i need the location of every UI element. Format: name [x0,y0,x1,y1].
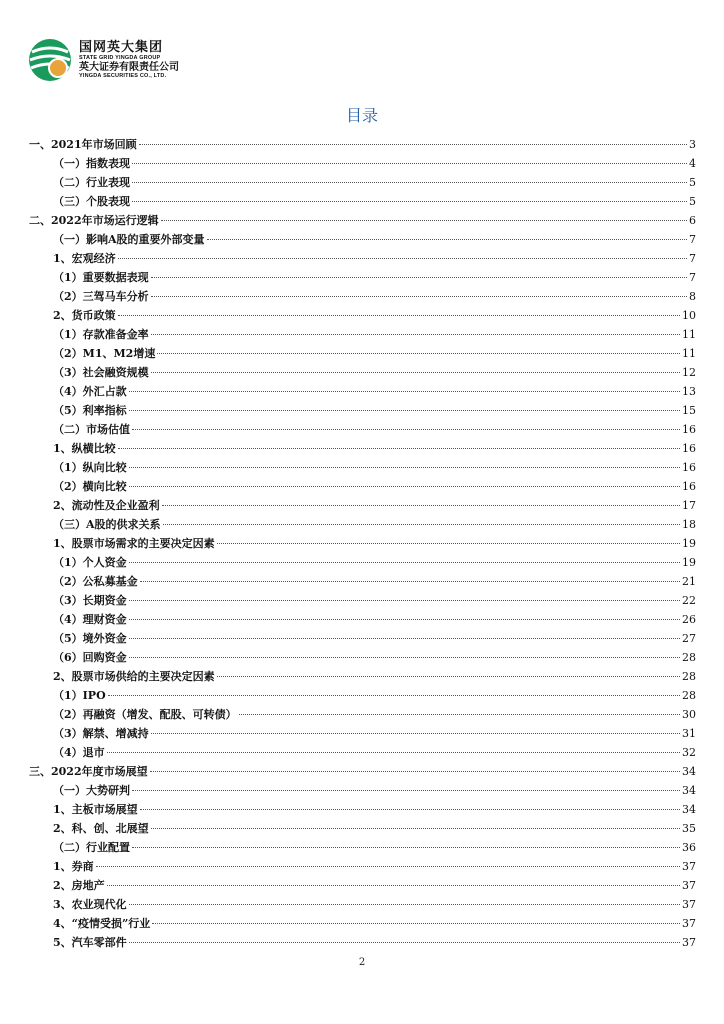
toc-dot-leader [151,277,687,278]
toc-dot-leader [161,220,687,221]
toc-dot-leader [162,505,680,506]
toc-dot-leader [129,467,680,468]
toc-dot-leader [129,486,680,487]
toc-entry-page: 37 [682,898,696,911]
toc-entry[interactable] [29,687,696,706]
toc-entry[interactable] [29,212,696,231]
toc-entry-label: 1、宏观经济 [53,252,116,265]
toc-dot-leader [129,619,680,620]
toc-entry-page: 10 [682,309,696,322]
toc-entry-page: 32 [682,746,696,759]
toc-entry-label: 1、券商 [53,860,94,873]
toc-entry[interactable] [29,250,696,269]
toc-dot-leader [207,239,687,240]
toc-entry-page: 31 [682,727,696,740]
toc-entry-page: 16 [682,423,696,436]
toc-entry-page: 18 [682,518,696,531]
toc-entry[interactable] [29,630,696,649]
toc-entry-page: 8 [689,290,696,303]
toc-entry-label: （三）个股表现 [53,195,130,208]
company-name-en: STATE GRID YINGDA GROUP [79,54,161,61]
toc-entry-label: （2）三驾马车分析 [53,290,149,303]
toc-entry[interactable] [29,801,696,820]
document-header [28,38,179,82]
toc-entry-page: 16 [682,442,696,455]
toc-dot-leader [132,163,687,164]
toc-entry[interactable] [29,136,696,155]
toc-dot-leader [151,334,680,335]
toc-entry-page: 34 [682,803,696,816]
toc-entry-label: 2、股票市场供给的主要决定因素 [53,670,215,683]
toc-entry[interactable] [29,497,696,516]
toc-entry-label: （二）行业表现 [53,176,130,189]
toc-dot-leader [139,144,687,145]
toc-entry[interactable] [29,535,696,554]
toc-entry-page: 4 [689,157,696,170]
toc-entry-page: 15 [682,404,696,417]
toc-entry-label: （一）指数表现 [53,157,130,170]
toc-entry[interactable] [29,383,696,402]
toc-entry-page: 7 [689,233,696,246]
toc-entry-page: 6 [689,214,696,227]
toc-entry-label: （3）解禁、增减持 [53,727,149,740]
toc-dot-leader [217,543,680,544]
toc-entry-page: 19 [682,537,696,550]
securities-name-en: YINGDA SECURITIES CO., LTD. [79,73,167,79]
toc-entry-label: 1、纵横比较 [53,442,116,455]
toc-entry[interactable] [29,231,696,250]
toc-dot-leader [129,942,680,943]
toc-entry-page: 36 [682,841,696,854]
toc-entry[interactable] [29,174,696,193]
toc-dot-leader [132,429,680,430]
toc-entry-label: 5、汽车零部件 [53,936,127,949]
toc-entry-page: 11 [682,328,696,341]
toc-entry-label: 4、“疫情受损”行业 [53,917,151,930]
toc-entry-page: 28 [682,689,696,702]
toc-entry[interactable] [29,573,696,592]
toc-entry[interactable] [29,839,696,858]
toc-dot-leader [163,524,680,525]
toc-entry[interactable] [29,193,696,212]
toc-dot-leader [118,315,680,316]
toc-entry[interactable] [29,288,696,307]
toc-entry-label: 2、科、创、北展望 [53,822,149,835]
toc-entry-label: 3、农业现代化 [53,898,127,911]
toc-entry-page: 7 [689,252,696,265]
toc-entry-label: （一）影响A股的重要外部变量 [53,233,205,246]
toc-entry[interactable] [29,421,696,440]
toc-dot-leader [151,296,687,297]
toc-dot-leader [118,258,687,259]
toc-dot-leader [140,581,680,582]
toc-entry[interactable] [29,269,696,288]
toc-dot-leader [129,657,680,658]
toc-entry-label: （1）存款准备金率 [53,328,149,341]
toc-entry[interactable] [29,345,696,364]
toc-dot-leader [118,448,680,449]
toc-entry-page: 21 [682,575,696,588]
yingda-globe-logo-icon [28,38,72,82]
toc-dot-leader [151,372,680,373]
toc-entry-page: 26 [682,613,696,626]
toc-entry[interactable] [29,896,696,915]
toc-entry[interactable] [29,155,696,174]
toc-dot-leader [140,809,680,810]
toc-entry[interactable] [29,668,696,687]
toc-entry-page: 28 [682,651,696,664]
toc-dot-leader [132,790,680,791]
toc-dot-leader [129,600,680,601]
toc-entry-label: （3）长期资金 [53,594,127,607]
toc-entry-label: （4）退市 [53,746,105,759]
toc-entry-page: 3 [689,138,696,151]
toc-dot-leader [151,733,680,734]
toc-dot-leader [129,562,680,563]
toc-dot-leader [129,638,680,639]
toc-entry[interactable] [29,402,696,421]
toc-entry-page: 13 [682,385,696,398]
toc-entry-label: 二、2022年市场运行逻辑 [29,214,159,227]
toc-dot-leader [107,885,680,886]
toc-entry-label: （5）利率指标 [53,404,127,417]
toc-entry-page: 37 [682,879,696,892]
toc-entry-label: 一、2021年市场回顾 [29,138,137,151]
toc-entry[interactable] [29,326,696,345]
toc-entry-label: 三、2022年度市场展望 [29,765,148,778]
toc-dot-leader [96,866,680,867]
toc-entry[interactable] [29,459,696,478]
toc-entry-page: 30 [682,708,696,721]
toc-entry[interactable] [29,915,696,934]
toc-entry-label: 2、流动性及企业盈利 [53,499,160,512]
toc-entry-page: 16 [682,480,696,493]
toc-entry-label: （1）个人资金 [53,556,127,569]
toc-entry-page: 19 [682,556,696,569]
toc-entry-label: （一）大势研判 [53,784,130,797]
toc-entry[interactable] [29,478,696,497]
toc-entry-page: 37 [682,917,696,930]
toc-entry-label: （2）M1、M2增速 [53,347,156,360]
toc-entry-page: 37 [682,860,696,873]
toc-entry-page: 37 [682,936,696,949]
toc-entry-page: 22 [682,594,696,607]
toc-entry-page: 17 [682,499,696,512]
table-of-contents [29,136,696,953]
securities-name-cn: 英大证券有限责任公司 [79,62,179,73]
toc-entry[interactable] [29,516,696,535]
toc-entry-label: （4）外汇占款 [53,385,127,398]
toc-entry[interactable] [29,592,696,611]
toc-entry-label: （2）横向比较 [53,480,127,493]
toc-entry-label: （二）市场估值 [53,423,130,436]
toc-entry-page: 12 [682,366,696,379]
toc-dot-leader [132,182,687,183]
toc-entry-label: （2）公私募基金 [53,575,138,588]
toc-entry[interactable] [29,782,696,801]
toc-dot-leader [150,771,680,772]
toc-dot-leader [132,201,687,202]
toc-entry[interactable] [29,554,696,573]
company-name-cn: 国网英大集团 [79,39,164,55]
toc-entry[interactable] [29,744,696,763]
toc-title: 目录 [345,106,378,125]
toc-entry-label: （2）再融资（增发、配股、可转债） [53,708,237,721]
toc-entry-label: （4）理财资金 [53,613,127,626]
toc-entry-label: （1）IPO [53,689,106,702]
toc-entry[interactable] [29,649,696,668]
toc-entry-label: （二）行业配置 [53,841,130,854]
toc-entry-page: 34 [682,784,696,797]
toc-entry-page: 11 [682,347,696,360]
toc-entry-label: 2、房地产 [53,879,105,892]
toc-dot-leader [152,923,680,924]
toc-entry-label: （5）境外资金 [53,632,127,645]
toc-entry-page: 34 [682,765,696,778]
toc-entry[interactable] [29,307,696,326]
toc-entry-label: （1）重要数据表现 [53,271,149,284]
toc-entry-page: 35 [682,822,696,835]
toc-entry[interactable] [29,611,696,630]
toc-entry[interactable] [29,934,696,953]
toc-dot-leader [108,695,680,696]
toc-entry[interactable] [29,763,696,782]
toc-dot-leader [129,410,680,411]
toc-entry-label: （6）回购资金 [53,651,127,664]
toc-entry-label: （3）社会融资规模 [53,366,149,379]
toc-dot-leader [132,847,680,848]
toc-entry[interactable] [29,440,696,459]
toc-dot-leader [239,714,680,715]
toc-dot-leader [107,752,680,753]
page-number: 2 [358,957,366,968]
toc-entry[interactable] [29,706,696,725]
toc-entry[interactable] [29,877,696,896]
toc-dot-leader [217,676,680,677]
toc-entry-label: （三）A股的供求关系 [53,518,161,531]
toc-entry[interactable] [29,725,696,744]
company-logo-text [79,41,179,80]
toc-entry[interactable] [29,364,696,383]
toc-entry-label: 2、货币政策 [53,309,116,322]
toc-entry-page: 7 [689,271,696,284]
toc-entry-page: 16 [682,461,696,474]
toc-entry-label: 1、股票市场需求的主要决定因素 [53,537,215,550]
toc-entry-label: （1）纵向比较 [53,461,127,474]
toc-entry-label: 1、主板市场展望 [53,803,138,816]
toc-dot-leader [129,391,680,392]
toc-dot-leader [151,828,680,829]
toc-entry-page: 27 [682,632,696,645]
toc-dot-leader [157,353,680,354]
toc-entry-page: 28 [682,670,696,683]
toc-entry[interactable] [29,820,696,839]
toc-entry-page: 5 [689,195,696,208]
toc-entry-page: 5 [689,176,696,189]
toc-dot-leader [129,904,680,905]
toc-entry[interactable] [29,858,696,877]
